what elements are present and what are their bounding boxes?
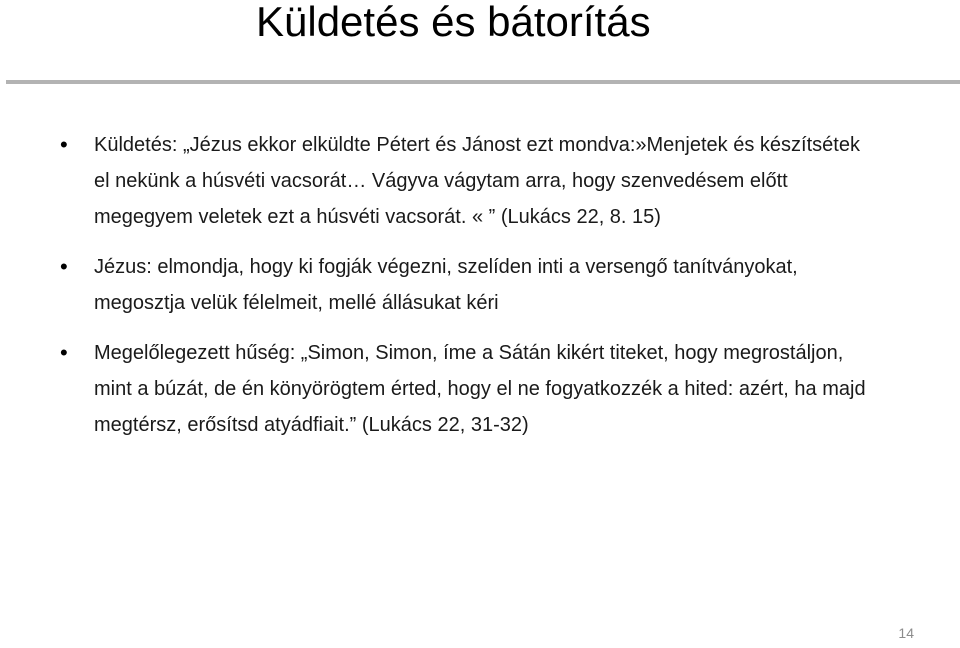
title-underline-divider (6, 80, 960, 84)
bullet-list (60, 127, 880, 443)
bullet-item-jesus (60, 249, 880, 321)
bullet-dot-icon: • (60, 340, 68, 365)
bullet-item-faithfulness (60, 335, 880, 443)
page-number: 14 (898, 625, 914, 641)
bullet-text: Küldetés: „Jézus ekkor elküldte Pétert és Jánost ezt mondva:»Menjetek és készítsétek el nekünk a húsvéti vacsorát… Vágyva vágytam arra, hogy szenvedésem előtt megegyem veletek ezt a húsvéti vacsorát. « ” (Lukács 22, 8. 15) (94, 134, 860, 228)
bullet-text: Megelőlegezett hűség: „Simon, Simon, íme a Sátán kikért titeket, hogy megrostáljon, mint a búzát, de én könyörögtem érted, hogy el ne fogyatkozzék a hited: azért, ha majd megtérsz, erősítsd atyádfiait.” (Lukács 22, 31-32) (94, 342, 866, 436)
bullet-dot-icon: • (60, 254, 68, 279)
bullet-dot-icon: • (60, 132, 68, 157)
slide-title: Küldetés és bátorítás (256, 0, 651, 45)
bullet-text: Jézus: elmondja, hogy ki fogják végezni, szelíden inti a versengő tanítványokat, megosztja velük félelmeit, mellé állásukat kéri (94, 256, 798, 314)
bullet-item-mission (60, 127, 880, 235)
